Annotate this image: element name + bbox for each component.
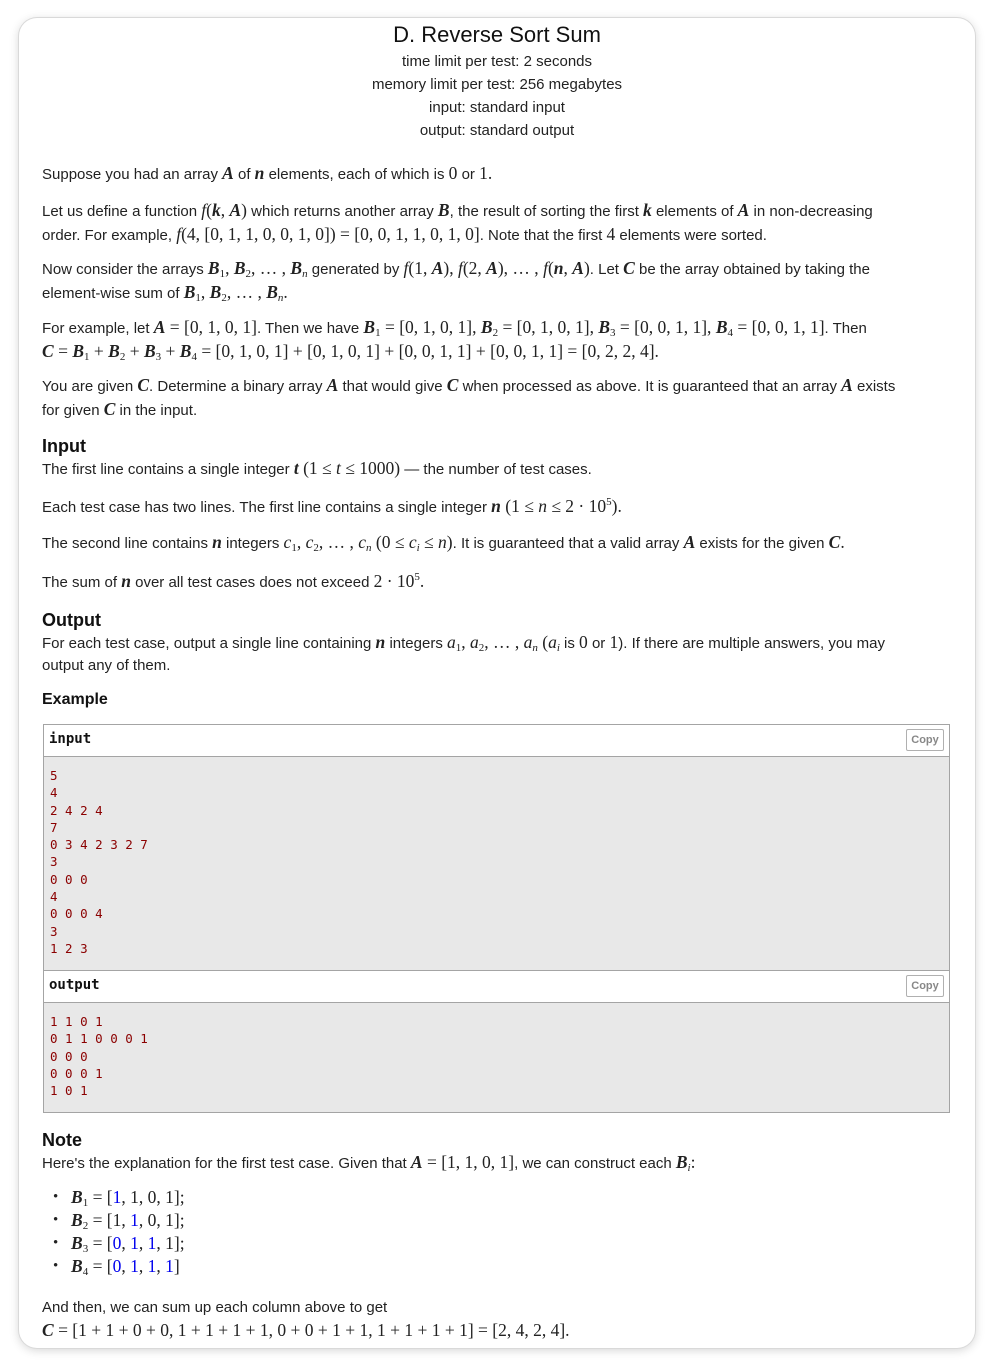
sample-input-line: 2 4 2 4 <box>50 802 103 818</box>
problem-title: D. Reverse Sort Sum <box>393 22 601 47</box>
input-line-2: Each test case has two lines. The first line contains a single integer n $(1 \le n \le 2 \cdot 10^5)$. <box>42 496 622 516</box>
list-item: • $B_3 = [0$, 1, 1, 1]; <box>42 1232 948 1255</box>
sample-input-block <box>43 724 950 971</box>
statement-paragraph-5: You are given C. Determine a binary array A that would give C when processed as above. It is guaranteed that an array A exists for given C in the input. <box>42 375 896 419</box>
sample-output-body <box>44 1003 949 1112</box>
sample-input-body <box>44 757 949 970</box>
copy-output-button[interactable]: Copy <box>906 975 944 997</box>
problem-card <box>19 18 975 1348</box>
sample-output-block <box>43 970 950 1113</box>
output-section: Output For each test case, output a single line containing n integers $a_1$, $a_2$, … , $a_n$ ($a_i$ is 0 or 1). If there are multiple answers, you may output any of them. <box>42 609 948 677</box>
example-heading: Example <box>42 691 108 708</box>
sample-input-line: 0 3 4 2 3 2 7 <box>50 837 148 853</box>
input-line-3: The second line contains n integers $c_1$, $c_2$, … , $c_n$ $(0 \le c_i \le n)$. It is guaranteed that a valid array A exists for the given C. <box>42 532 845 554</box>
sample-output-line: 1 0 1 <box>50 1083 88 1099</box>
sample-input-line: 1 2 3 <box>50 940 88 956</box>
input-heading: Input <box>42 436 86 456</box>
memory-limit: memory limit per test: 256 megabytes <box>371 76 623 93</box>
sample-output-line: 1 1 0 1 <box>50 1014 103 1029</box>
sample-input-line: 7 <box>50 819 58 835</box>
sample-input-line: 3 <box>50 923 58 939</box>
sample-output-line: 0 1 1 0 0 0 1 <box>50 1031 148 1047</box>
sample-input-line: 5 <box>50 768 58 783</box>
input-file: input: standard input <box>429 99 565 116</box>
note-heading: Note <box>42 1130 82 1150</box>
copy-input-button[interactable]: Copy <box>906 729 944 751</box>
note-conclusion: And then, we can sum up each column above to get C = [1 + 1 + 0 + 0, 1 + 1 + 1 + 1, 0 + 0 + 1 + 1, 1 + 1 + 1 + 1] = [2, 4, 2, 4]. <box>42 1299 570 1340</box>
note-section: Note Here's the explanation for the first test case. Given that A = [1, 1, 0, 1], we can construct each $B_i$: <box>42 1129 948 1175</box>
example-section <box>42 691 948 709</box>
sample-input-label: input <box>49 731 92 747</box>
sample-output-label: output <box>49 977 100 993</box>
statement-paragraph-2: Let us define a function f(k, A) which returns another array B, the result of sorting the first k elements of A in non-decreasing order. For example, f(4, [0, 1, 1, 0, 0, 1, 0]) = [0, 0, 1, 1, 0, 1, 0]. Note that the first 4 elements were sorted. <box>42 200 873 244</box>
sample-input-line: 4 <box>50 889 58 905</box>
problem-header <box>19 20 975 142</box>
output-file: output: standard output <box>419 122 575 139</box>
sample-output-line: 0 0 0 <box>50 1048 88 1064</box>
output-heading: Output <box>42 610 101 630</box>
sample-input-line: 3 <box>50 854 58 870</box>
input-section: Input The first line contains a single integer t (1 ≤ t ≤ 1000) — the number of test cases. <box>42 435 948 481</box>
input-line-4: The sum of n over all test cases does not exceed $2 \cdot 10^5$. <box>42 571 425 591</box>
sample-output-line: 0 0 0 1 <box>50 1065 103 1081</box>
sample-input-line: 4 <box>50 785 58 801</box>
sample-input-line: 0 0 0 <box>50 871 88 887</box>
note-list <box>42 1186 948 1278</box>
statement-paragraph-3: Now consider the arrays $B_1$, $B_2$, … , $B_n$ generated by f(1, A), f(2, A), … , f(n, A). Let C be the array obtained by taking the element-wise sum of $B_1$, $B_2$, … , $B_n$. <box>42 258 870 304</box>
statement-paragraph-4: For example, let A = [0, 1, 0, 1]. Then we have $B_1 = [0$, 1, 0, 1], $B_2 = [0$, 1, 0, 1], $B_3 = [0$, 0, 1, 1], $B_4 = [0$, 0, 1, 1]. Then $C = B_1 + B_2 + B_3 + B_4 = [0$, 1, 0, 1] + [0, 1, 0, 1] + [0, 0, 1, 1] + [0, 0, 1, 1] = [0, 2, 2, 4]. <box>42 317 867 363</box>
sample-input-line: 0 0 0 4 <box>50 906 103 922</box>
time-limit: time limit per test: 2 seconds <box>401 53 593 70</box>
statement-paragraph-1: Suppose you had an array A of n elements, each of which is 0 or 1. <box>42 163 493 183</box>
list-item: • $B_4 = [0$, 1, 1, 1] <box>42 1255 948 1278</box>
list-item: • $B_2 = [1$, 1, 0, 1]; <box>42 1209 948 1232</box>
list-item: • $B_1 = [1$, 1, 0, 1]; <box>42 1186 948 1209</box>
